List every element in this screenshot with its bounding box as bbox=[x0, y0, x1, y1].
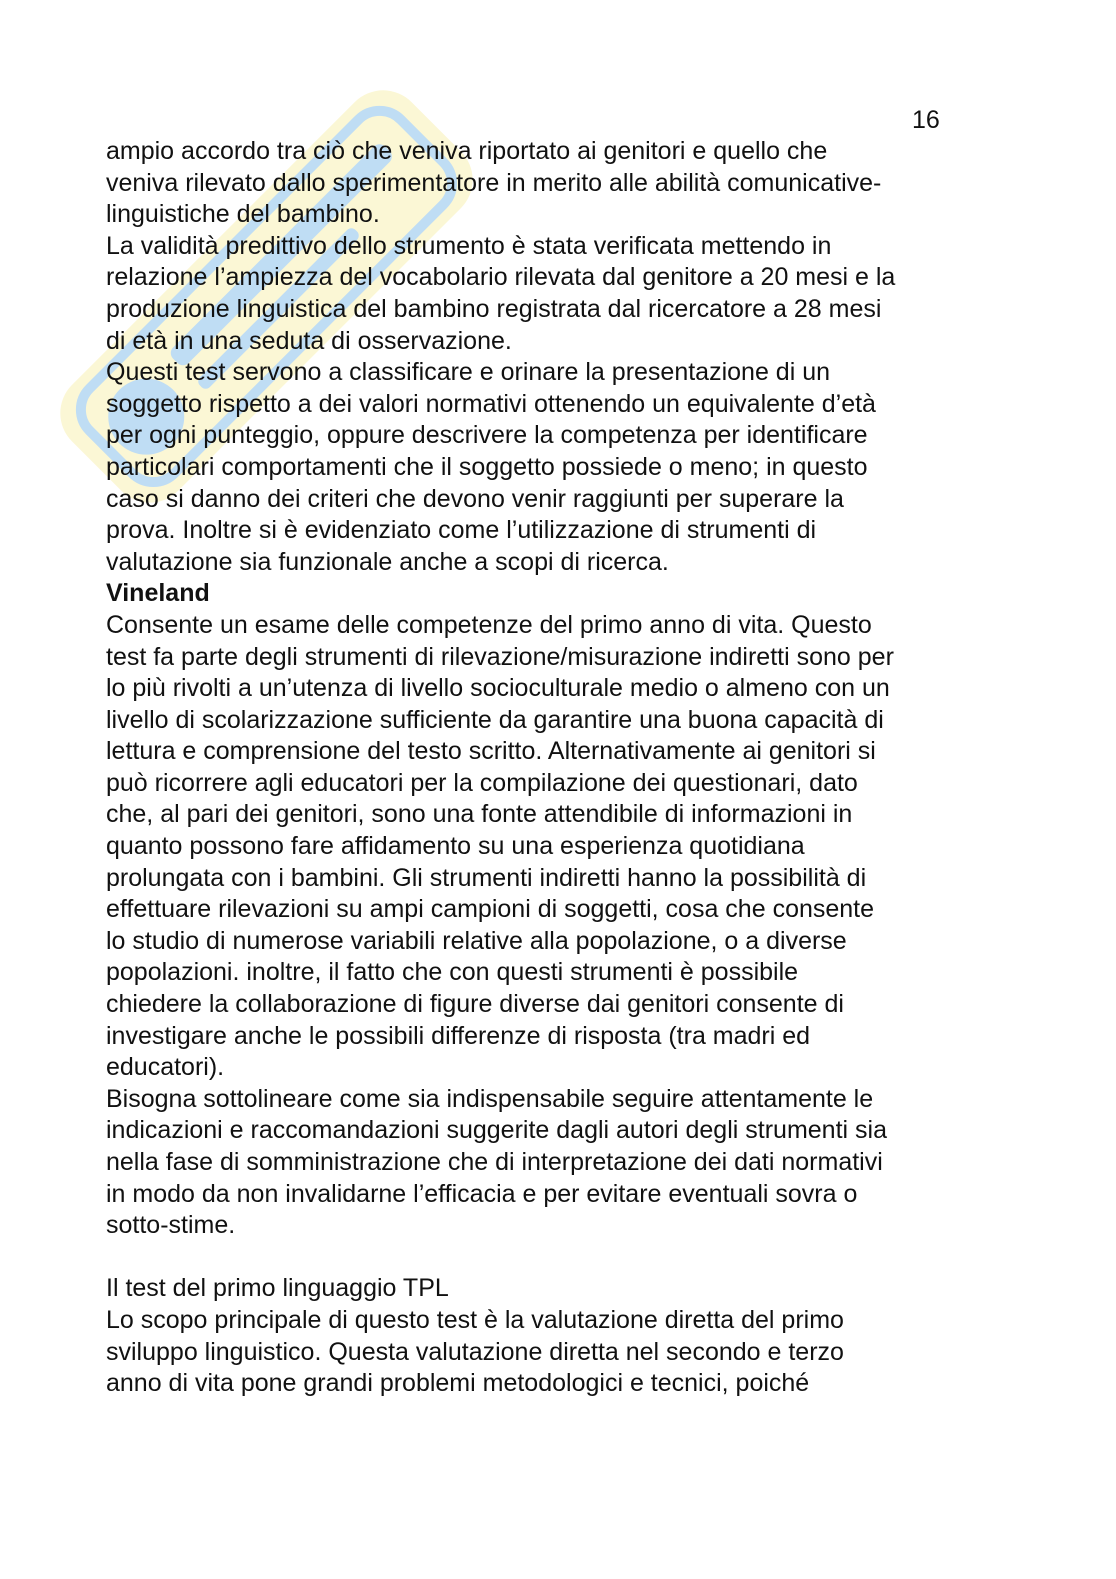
text-line: investigare anche le possibili differenze di risposta (tra madri ed bbox=[106, 1021, 811, 1050]
text-line: prolungata con i bambini. Gli strumenti indiretti hanno la possibilità di bbox=[106, 863, 867, 892]
text-line: educatori). bbox=[106, 1053, 225, 1082]
text-line: per ogni punteggio, oppure descrivere la competenza per identificare bbox=[106, 421, 868, 450]
text-line: può ricorrere agli educatori per la compilazione dei questionari, dato bbox=[106, 768, 858, 797]
text-line: sviluppo linguistico. Questa valutazione diretta nel secondo e terzo bbox=[106, 1337, 844, 1366]
body-text bbox=[106, 136, 1006, 1400]
text-line: Questi test servono a classificare e orinare la presentazione di un bbox=[106, 358, 830, 387]
text-line: caso si danno dei criteri che devono venir raggiunti per superare la bbox=[106, 484, 844, 513]
text-line: quanto possono fare affidamento su una esperienza quotidiana bbox=[106, 832, 805, 861]
text-line: soggetto rispetto a dei valori normativi ottenendo un equivalente d’età bbox=[106, 389, 876, 418]
text-line: indicazioni e raccomandazioni suggerite dagli autori degli strumenti sia bbox=[106, 1116, 887, 1145]
text-line: valutazione sia funzionale anche a scopi di ricerca. bbox=[106, 547, 669, 576]
text-line: Bisogna sottolineare come sia indispensabile seguire attentamente le bbox=[106, 1084, 874, 1113]
text-line: popolazioni. inoltre, il fatto che con questi strumenti è possibile bbox=[106, 958, 799, 987]
page-number: 16 bbox=[912, 106, 940, 134]
text-line: sotto-stime. bbox=[106, 1211, 236, 1240]
text-line: veniva rilevato dallo sperimentatore in merito alle abilità comunicative- bbox=[106, 168, 882, 197]
section-heading-vineland: Vineland bbox=[106, 579, 210, 608]
text-line: livello di scolarizzazione sufficiente da garantire una buona capacità di bbox=[106, 705, 884, 734]
text-line: prova. Inoltre si è evidenziato come l’utilizzazione di strumenti di bbox=[106, 516, 817, 545]
text-line: ampio accordo tra ciò che veniva riportato ai genitori e quello che bbox=[106, 137, 828, 165]
text-line: test fa parte degli strumenti di rilevazione/misurazione indiretti sono per bbox=[106, 642, 894, 671]
text-line: relazione l’ampiezza del vocabolario rilevata dal genitore a 20 mesi e la bbox=[106, 263, 896, 292]
text-line: particolari comportamenti che il soggetto possiede o meno; in questo bbox=[106, 452, 868, 481]
blank-line bbox=[106, 1242, 1006, 1274]
text-line: lo più rivolti a un’utenza di livello socioculturale medio o almeno con un bbox=[106, 674, 890, 703]
text-line: in modo da non invalidarne l’efficacia e per evitare eventuali sovra o bbox=[106, 1179, 858, 1208]
text-line: anno di vita pone grandi problemi metodologici e tecnici, poiché bbox=[106, 1369, 810, 1398]
text-line: nella fase di somministrazione che di interpretazione dei dati normativi bbox=[106, 1148, 883, 1176]
text-line: che, al pari dei genitori, sono una fonte attendibile di informazioni in bbox=[106, 800, 853, 829]
text-line: produzione linguistica del bambino registrata dal ricercatore a 28 mesi bbox=[106, 294, 882, 323]
text-line: chiedere la collaborazione di figure diverse dai genitori consente di bbox=[106, 990, 844, 1019]
text-line: Consente un esame delle competenze del primo anno di vita. Questo bbox=[106, 610, 872, 639]
text-line: di età in una seduta di osservazione. bbox=[106, 326, 512, 355]
text-line: Lo scopo principale di questo test è la valutazione diretta del primo bbox=[106, 1305, 844, 1334]
text-line: La validità predittivo dello strumento è stata verificata mettendo in bbox=[106, 231, 832, 260]
text-line: effettuare rilevazioni su ampi campioni di soggetti, cosa che consente bbox=[106, 895, 875, 924]
section-title-tpl: Il test del primo linguaggio TPL bbox=[106, 1274, 449, 1303]
text-line: lo studio di numerose variabili relative alla popolazione, o a diverse bbox=[106, 926, 847, 955]
text-line: lettura e comprensione del testo scritto. Alternativamente ai genitori si bbox=[106, 737, 876, 766]
text-line: linguistiche del bambino. bbox=[106, 200, 380, 229]
